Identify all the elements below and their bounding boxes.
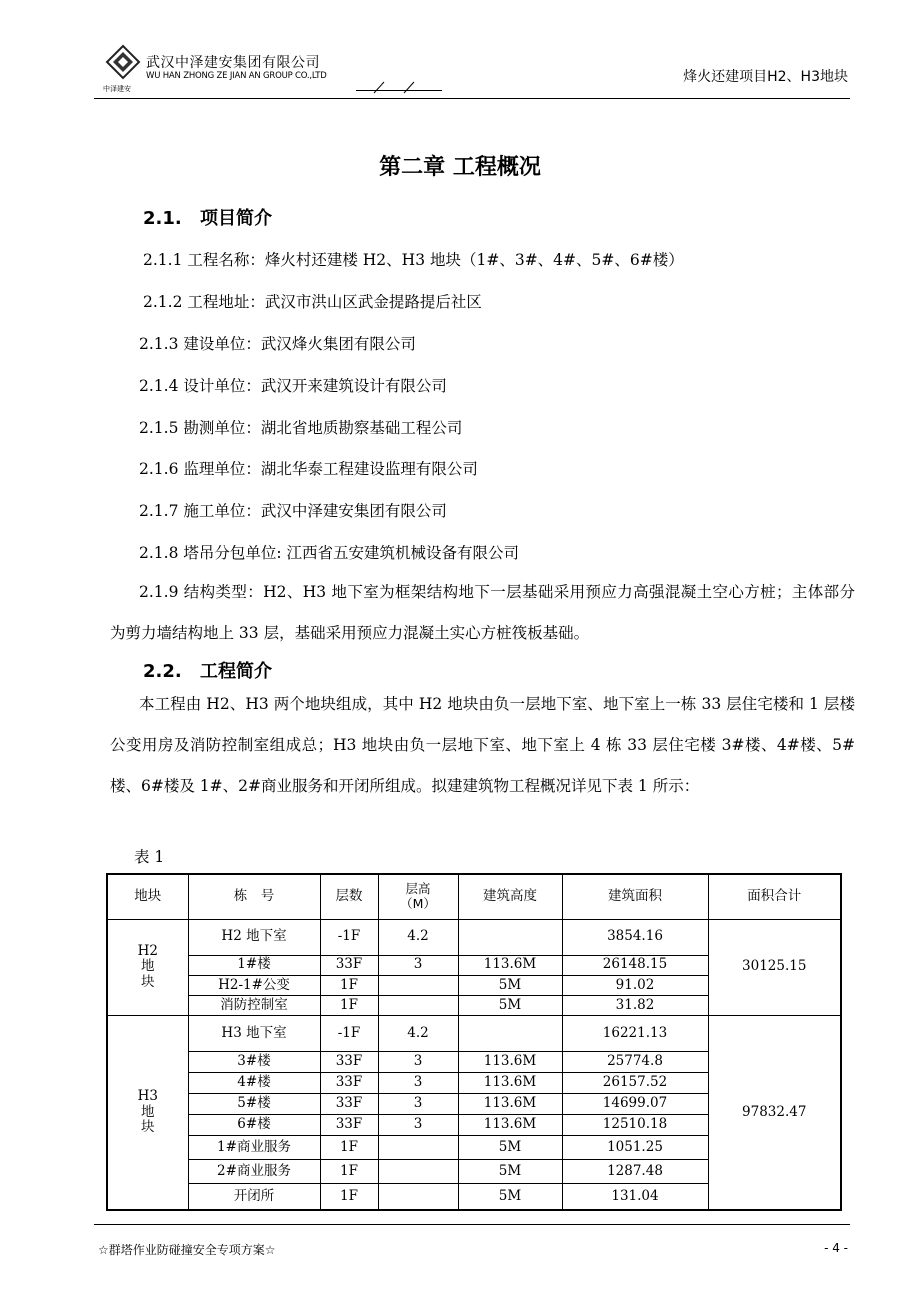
floor-height-cell: 3 — [378, 955, 458, 975]
floor-height-cell: 3 — [378, 1073, 458, 1094]
section-title: 工程简介 — [200, 661, 272, 682]
project-info-line: 2.1.6 监理单位：湖北华泰工程建设监理有限公司 — [139, 460, 478, 478]
structure-type-paragraph: 2.1.9 结构类型：H2、H3 地下室为框架结构地下一层基础采用预应力高强混凝土空心方桩；主体部分为剪力墙结构地上 33 层，基础采用预应力混凝土实心方桩筏板基础。 — [110, 583, 855, 642]
height-cell: 5M — [458, 1136, 562, 1160]
header-cell: 建筑高度 — [458, 874, 562, 919]
company-name-cn: 武汉中泽建安集团有限公司 — [146, 55, 320, 71]
area-cell: 12510.18 — [562, 1115, 708, 1136]
floor-height-cell — [378, 995, 458, 1015]
building-name-cell: 4#楼 — [188, 1073, 320, 1094]
building-name-cell: 1#楼 — [188, 955, 320, 975]
header-project-title: 烽火还建项目H2、H3地块 — [683, 69, 848, 85]
building-name-cell: H2 地下室 — [188, 919, 320, 955]
header-rule — [94, 98, 850, 99]
header-cell: 层数 — [320, 874, 378, 919]
footer-rule — [94, 1224, 850, 1225]
building-name-cell: 3#楼 — [188, 1051, 320, 1072]
section-number: 2.2. — [143, 661, 182, 682]
floor-height-cell — [378, 1184, 458, 1210]
footer-document-title: ☆群塔作业防碰撞安全专项方案☆ — [98, 1243, 276, 1257]
height-cell: 113.6M — [458, 955, 562, 975]
height-cell: 5M — [458, 975, 562, 995]
section-heading-2-1 — [143, 204, 272, 230]
floors-cell: 33F — [320, 1051, 378, 1072]
floors-cell: 33F — [320, 1094, 378, 1115]
area-cell: 16221.13 — [562, 1015, 708, 1051]
project-info-line: 2.1.3 建设单位：武汉烽火集团有限公司 — [139, 335, 416, 353]
project-info-line: 2.1.7 施工单位：武汉中泽建安集团有限公司 — [139, 502, 447, 520]
table-row — [107, 1015, 841, 1051]
header-cell: 建筑面积 — [562, 874, 708, 919]
floors-cell: 33F — [320, 955, 378, 975]
table-header-row — [107, 874, 841, 919]
block-cell: H2 地 块 — [107, 919, 188, 1015]
area-cell: 26157.52 — [562, 1073, 708, 1094]
overview-paragraph: 本工程由 H2、H3 两个地块组成，其中 H2 地块由负一层地下室、地下室上一栋 33 层住宅楼和 1 层楼公变用房及消防控制室组成总；H3 地块由负一层地下室、地下室上 4 栋 33 层住宅楼 3#楼、4#楼、5#楼、6#楼及 1#、2#商业服务和开闭所组成。拟建建筑物工程概况详见下表 1 所示： — [110, 695, 855, 795]
height-cell — [458, 1015, 562, 1051]
height-cell: 113.6M — [458, 1051, 562, 1072]
project-info-line: 2.1.8 塔吊分包单位: 江西省五安建筑机械设备有限公司 — [139, 544, 520, 562]
project-info-line: 2.1.1 工程名称：烽火村还建楼 H2、H3 地块（1#、3#、4#、5#、6#楼） — [143, 251, 684, 269]
page-number: - 4 - — [824, 1241, 848, 1255]
building-name-cell: 5#楼 — [188, 1094, 320, 1115]
project-info-line: 2.1.2 工程地址：武汉市洪山区武金提路提后社区 — [143, 293, 482, 311]
building-name-cell: 1#商业服务 — [188, 1136, 320, 1160]
project-summary-table — [106, 873, 842, 1211]
floors-cell: -1F — [320, 1015, 378, 1051]
total-area-cell: 30125.15 — [708, 919, 841, 1015]
floor-height-cell: 3 — [378, 1051, 458, 1072]
area-cell: 1051.25 — [562, 1136, 708, 1160]
area-cell: 131.04 — [562, 1184, 708, 1210]
project-info-line: 2.1.4 设计单位：武汉开来建筑设计有限公司 — [139, 377, 447, 395]
floor-height-cell — [378, 975, 458, 995]
header-cell: 面积合计 — [708, 874, 841, 919]
floors-cell: 1F — [320, 995, 378, 1015]
building-name-cell: 消防控制室 — [188, 995, 320, 1015]
header-cell: 地块 — [107, 874, 188, 919]
floors-cell: 33F — [320, 1115, 378, 1136]
project-info-line: 2.1.5 勘测单位：湖北省地质勘察基础工程公司 — [139, 419, 463, 437]
building-name-cell: H2-1#公变 — [188, 975, 320, 995]
header-decoration-slashes — [356, 80, 446, 94]
header-cell: 栋 号 — [188, 874, 320, 919]
building-name-cell: 2#商业服务 — [188, 1160, 320, 1184]
height-cell: 113.6M — [458, 1073, 562, 1094]
section-heading-2-2 — [143, 657, 272, 683]
area-cell: 91.02 — [562, 975, 708, 995]
header-cell: 层高 （M） — [378, 874, 458, 919]
building-name-cell: 6#楼 — [188, 1115, 320, 1136]
area-cell: 1287.48 — [562, 1160, 708, 1184]
floors-cell: -1F — [320, 919, 378, 955]
area-cell: 26148.15 — [562, 955, 708, 975]
building-name-cell: H3 地下室 — [188, 1015, 320, 1051]
section-title: 项目简介 — [200, 208, 272, 229]
logo-caption: 中泽建安 — [103, 85, 131, 93]
table-caption: 表 1 — [134, 848, 165, 866]
area-cell: 14699.07 — [562, 1094, 708, 1115]
floor-height-cell — [378, 1160, 458, 1184]
floor-height-cell: 4.2 — [378, 919, 458, 955]
table-row — [107, 919, 841, 955]
floor-height-cell: 3 — [378, 1094, 458, 1115]
height-cell: 5M — [458, 1184, 562, 1210]
floors-cell: 33F — [320, 1073, 378, 1094]
height-cell: 113.6M — [458, 1115, 562, 1136]
block-cell: H3 地 块 — [107, 1015, 188, 1210]
height-cell: 5M — [458, 995, 562, 1015]
height-cell: 113.6M — [458, 1094, 562, 1115]
company-name-en: WU HAN ZHONG ZE JIAN AN GROUP CO.,LTD — [146, 71, 327, 81]
floors-cell: 1F — [320, 1160, 378, 1184]
floors-cell: 1F — [320, 1136, 378, 1160]
area-cell: 31.82 — [562, 995, 708, 1015]
floors-cell: 1F — [320, 1184, 378, 1210]
section-number: 2.1. — [143, 208, 182, 229]
floor-height-cell: 3 — [378, 1115, 458, 1136]
total-area-cell: 97832.47 — [708, 1015, 841, 1210]
area-cell: 3854.16 — [562, 919, 708, 955]
area-cell: 25774.8 — [562, 1051, 708, 1072]
floor-height-cell — [378, 1136, 458, 1160]
building-name-cell: 开闭所 — [188, 1184, 320, 1210]
floors-cell: 1F — [320, 975, 378, 995]
height-cell: 5M — [458, 1160, 562, 1184]
floor-height-cell: 4.2 — [378, 1015, 458, 1051]
height-cell — [458, 919, 562, 955]
chapter-title: 第二章 工程概况 — [379, 155, 541, 180]
